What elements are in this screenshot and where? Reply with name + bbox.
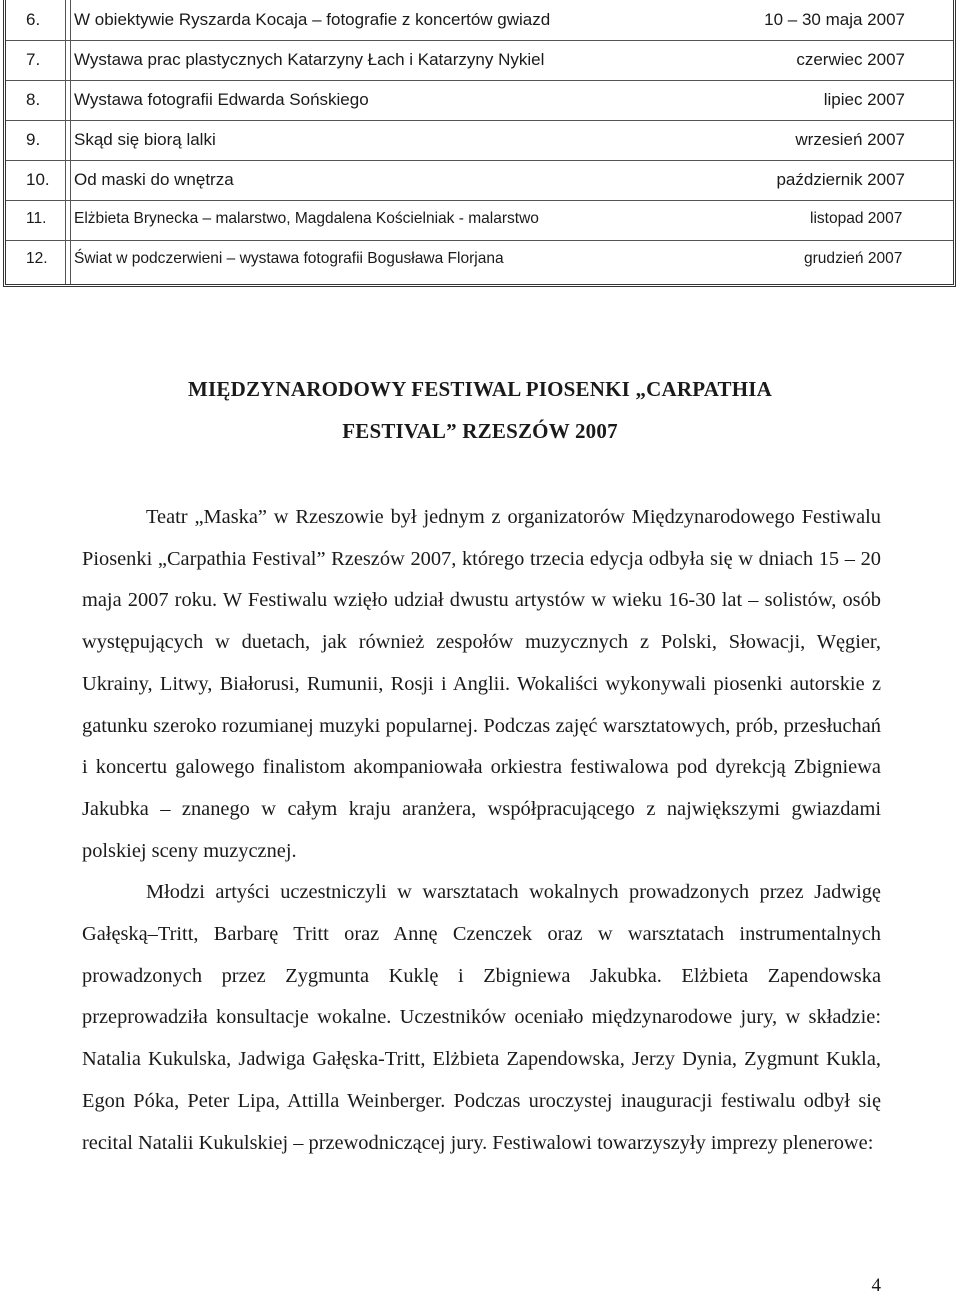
row-number: 11. xyxy=(26,210,47,227)
table-row xyxy=(6,0,953,41)
section-heading-line-2: FESTIVAL” RZESZÓW 2007 xyxy=(342,419,618,443)
event-title: Od maski do wnętrza xyxy=(74,170,234,189)
event-date: grudzień 2007 xyxy=(803,250,902,267)
table-row xyxy=(6,120,953,161)
event-date: 10 – 30 maja 2007 xyxy=(764,10,905,29)
table-row xyxy=(6,40,953,81)
event-title: Świat w podczerwieni – wystawa fotografii Bogusława Florjana xyxy=(74,250,504,267)
row-number: 8. xyxy=(26,90,41,109)
paragraph: Teatr „Maska” w Rzeszowie był jednym z organizatorów Międzynarodowego Festiwalu Piosenki „Carpathia Festival” Rzeszów 2007, którego trzecia edycja odbyła się w dniach 15 – 20 maja 2007 roku. W Festiwalu wzięło udział dwustu artystów w wieku 16-30 lat – solistów, osób występujących w duetach, jak również zespołów muzycznych z Polski, Słowacji, Węgier, Ukrainy, Litwy, Białorusi, Rumunii, Rosji i Anglii. Wokaliści wykonywali piosenki autorskie z gatunku szeroko rozumianej muzyki popularnej. Podczas zajęć warsztatowych, prób, przesłuchań i koncertu galowego finalistom akompaniowała orkiestra festiwalowa pod dyrekcją Zbigniewa Jakubka – znanego w całym kraju aranżera, współpracującego z największymi gwiazdami polskiej sceny muzycznej. xyxy=(82,506,881,862)
section-heading-line-1: MIĘDZYNARODOWY FESTIWAL PIOSENKI „CARPATHIA xyxy=(187,377,773,401)
body-text xyxy=(82,497,881,1164)
row-number: 12. xyxy=(26,250,48,267)
event-date: lipiec 2007 xyxy=(823,90,905,109)
events-table xyxy=(3,0,956,287)
paragraph: Młodzi artyści uczestniczyli w warsztatach wokalnych prowadzonych przez Jadwigę Gałęską–Tritt, Barbarę Tritt oraz Annę Czenczek oraz w warsztatach instrumentalnych prowadzonych przez Zygmunta Kuklę i Zbigniewa Jakubka. Elżbieta Zapendowska przeprowadziła konsultacje wokalne. Uczestników oceniało międzynarodowe jury, w składzie: Natalia Kukulska, Jadwiga Gałęska-Tritt, Elżbieta Zapendowska, Jerzy Dynia, Zygmunt Kukla, Egon Póka, Peter Lipa, Attilla Weinberger. Podczas uroczystej inauguracji festiwalu odbył się recital Natalii Kukulskiej – przewodniczącej jury. Festiwalowi towarzyszyły imprezy plenerowe: xyxy=(82,881,881,1154)
event-date: wrzesień 2007 xyxy=(795,130,905,149)
row-number: 7. xyxy=(26,50,41,69)
row-number: 6. xyxy=(26,10,41,29)
table-row xyxy=(6,160,953,201)
event-date: listopad 2007 xyxy=(809,210,903,227)
event-date: czerwiec 2007 xyxy=(796,50,905,69)
event-date: październik 2007 xyxy=(776,170,905,189)
table-row xyxy=(6,200,953,241)
event-title: Elżbieta Brynecka – malarstwo, Magdalena Kościelniak - malarstwo xyxy=(74,210,539,227)
row-number: 10. xyxy=(26,170,50,189)
table-row xyxy=(6,240,953,284)
event-title: Wystawa fotografii Edwarda Sońskiego xyxy=(74,90,369,109)
event-title: W obiektywie Ryszarda Kocaja – fotografie z koncertów gwiazd xyxy=(74,10,551,29)
row-number: 9. xyxy=(26,130,41,149)
event-title: Wystawa prac plastycznych Katarzyny Łach i Katarzyny Nykiel xyxy=(74,50,545,69)
page-number: 4 xyxy=(871,1275,881,1296)
table-row xyxy=(6,80,953,121)
event-title: Skąd się biorą lalki xyxy=(74,130,216,149)
